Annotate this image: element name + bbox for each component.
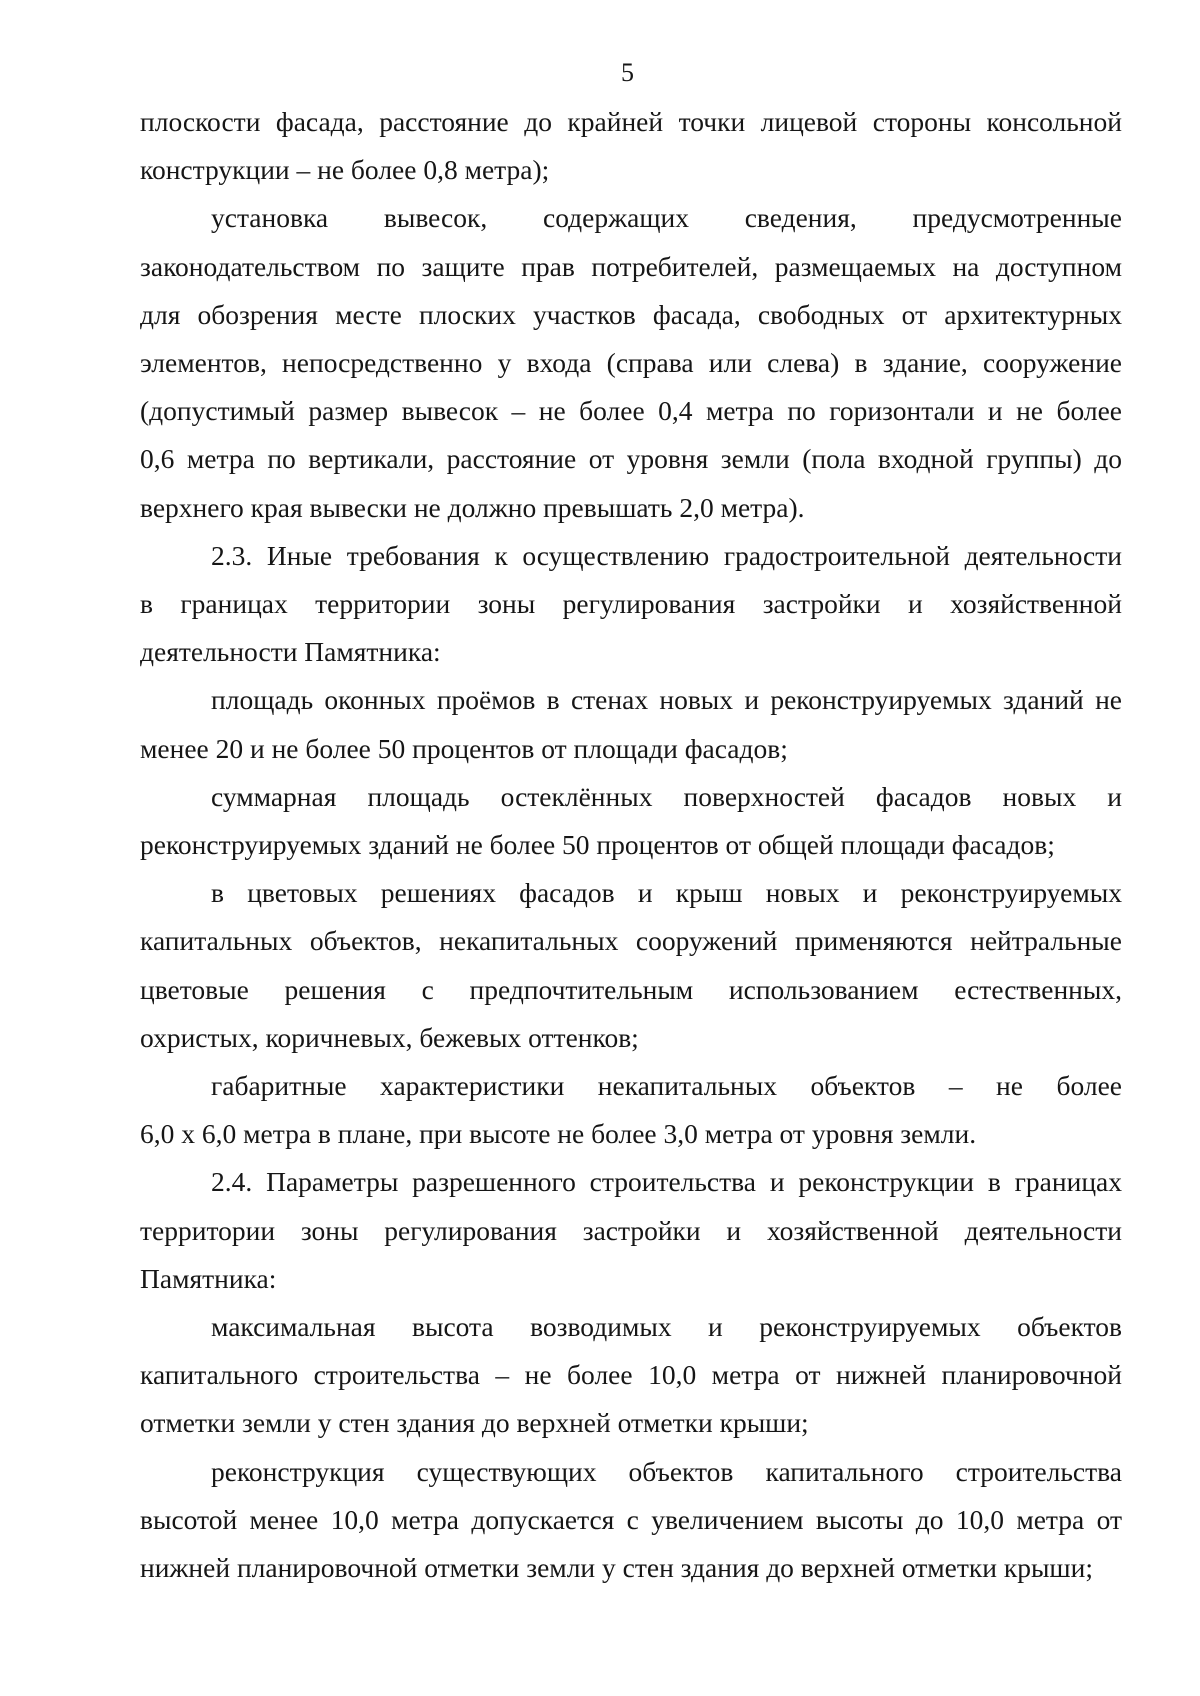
text-line: реконструируемых зданий не более 50 процентов от общей площади фасадов; bbox=[140, 829, 1055, 861]
text-line: габаритные характеристики некапитальных объектов – не более bbox=[211, 1070, 1122, 1102]
text-line: цветовые решения с предпочтительным использованием естественных, bbox=[140, 973, 1122, 1005]
text-line: реконструкция существующих объектов капитального строительства bbox=[211, 1455, 1122, 1487]
text-line: капитального строительства – не более 10,0 метра от нижней планировочной bbox=[140, 1359, 1122, 1391]
text-line: деятельности Памятника: bbox=[140, 636, 441, 668]
text-line: высотой менее 10,0 метра допускается с увеличением высоты до 10,0 метра от bbox=[140, 1503, 1122, 1535]
text-line: нижней планировочной отметки земли у стен здания до верхней отметки крыши; bbox=[140, 1552, 1093, 1584]
page-number: 5 bbox=[621, 58, 634, 87]
text-line: установка вывесок, содержащих сведения, предусмотренные bbox=[211, 202, 1122, 234]
text-line: в границах территории зоны регулирования застройки и хозяйственной bbox=[140, 588, 1122, 620]
text-line: верхнего края вывески не должно превышать 2,0 метра). bbox=[140, 491, 805, 523]
text-line: охристых, коричневых, бежевых оттенков; bbox=[140, 1021, 639, 1053]
text-line: суммарная площадь остеклённых поверхностей фасадов новых и bbox=[211, 780, 1122, 812]
text-line: конструкции – не более 0,8 метра); bbox=[140, 154, 550, 186]
text-line: законодательством по защите прав потребителей, размещаемых на доступном bbox=[140, 250, 1122, 282]
text-line: площадь оконных проёмов в стенах новых и реконструируемых зданий не bbox=[211, 684, 1122, 716]
text-line: в цветовых решениях фасадов и крыш новых и реконструируемых bbox=[211, 877, 1122, 909]
text-line: 2.4. Параметры разрешенного строительства и реконструкции в границах bbox=[211, 1166, 1122, 1198]
text-line: элементов, непосредственно у входа (справа или слева) в здание, сооружение bbox=[140, 347, 1122, 379]
text-line: максимальная высота возводимых и реконструируемых объектов bbox=[211, 1311, 1122, 1343]
text-line: территории зоны регулирования застройки и хозяйственной деятельности bbox=[140, 1214, 1122, 1246]
text-line: плоскости фасада, расстояние до крайней точки лицевой стороны консольной bbox=[140, 106, 1122, 137]
text-line: для обозрения месте плоских участков фасада, свободных от архитектурных bbox=[140, 298, 1122, 330]
document-body bbox=[140, 98, 1122, 1592]
text-line: отметки земли у стен здания до верхней отметки крыши; bbox=[140, 1407, 809, 1439]
text-line: капитальных объектов, некапитальных сооружений применяются нейтральные bbox=[140, 925, 1122, 957]
text-line: 0,6 метра по вертикали, расстояние от уровня земли (пола входной группы) до bbox=[140, 443, 1122, 475]
text-line: менее 20 и не более 50 процентов от площади фасадов; bbox=[140, 732, 788, 764]
text-line: (допустимый размер вывесок – не более 0,4 метра по горизонтали и не более bbox=[140, 395, 1122, 427]
text-line: 2.3. Иные требования к осуществлению градостроительной деятельности bbox=[211, 539, 1122, 571]
text-line: Памятника: bbox=[140, 1262, 277, 1294]
text-line: 6,0 x 6,0 метра в плане, при высоте не более 3,0 метра от уровня земли. bbox=[140, 1118, 977, 1150]
